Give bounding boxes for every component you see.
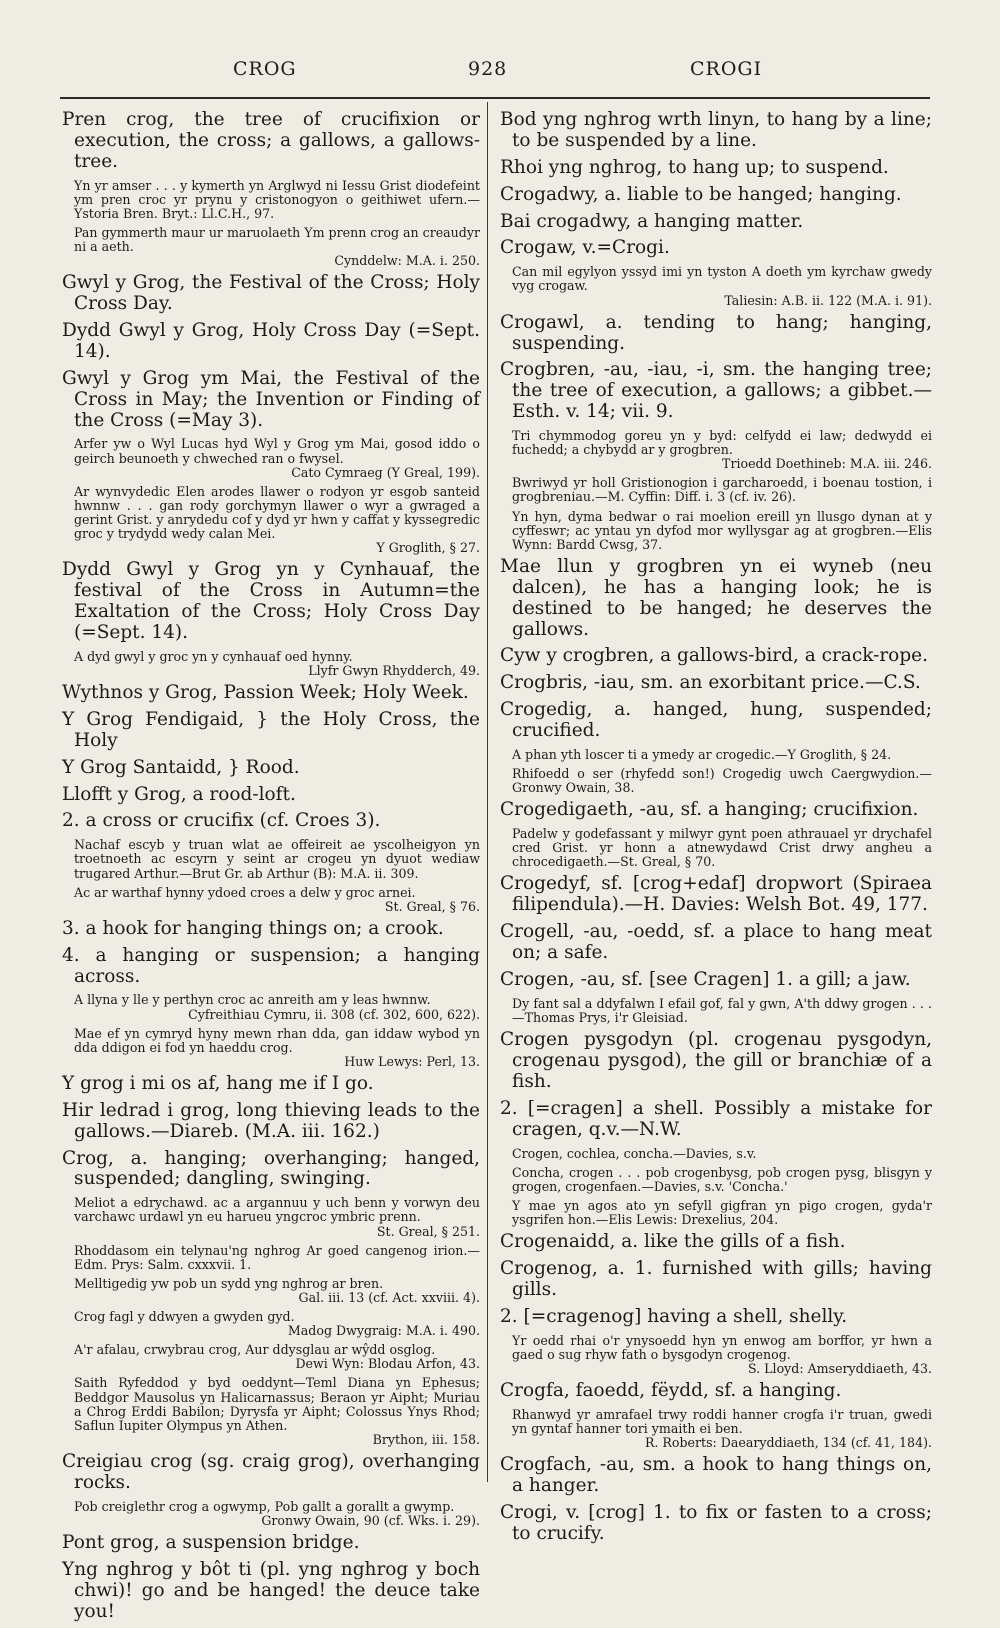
dictionary-entry <box>62 1101 480 1143</box>
citation-source: Brython, iii. 158. <box>372 1431 480 1447</box>
citation-source: Huw Lewys: Perl, 13. <box>344 1053 480 1069</box>
entry-text: Y Grog Santaidd, } Rood. <box>62 756 300 778</box>
entry-text: Crogedyf, sf. [crog+edaf] dropwort (Spiraea filipendula).—H. Davies: Welsh Bot. 49, 177. <box>500 873 932 916</box>
dictionary-entry <box>62 321 480 363</box>
citation-text: Melltigedig yw pob un sydd yng nghrog ar bren. <box>74 1275 384 1291</box>
citation <box>512 748 932 762</box>
citation-source: R. Roberts: Daearyddiaeth, 134 (cf. 41, 184). <box>644 1434 932 1450</box>
citation-source: Taliesin: A.B. ii. 122 (M.A. i. 91). <box>724 292 932 308</box>
entry-text: Crogen pysgodyn (pl. crogenau pysgodyn, crogenau pysgod), the gill or branchiæ of a fish. <box>500 1029 932 1092</box>
citation-text: Yr oedd rhai o'r ynysoedd hyn yn enwog am borffor, yr hwn a gaed o sug rhyw fath o bysgodyn crogenog. <box>512 1332 932 1362</box>
citation-source: St. Greal, § 76. <box>384 898 480 914</box>
dictionary-entry <box>500 646 932 667</box>
citation-source: Cato Cymraeg (Y Greal, 199). <box>291 464 480 480</box>
citation-text: Crogen, cochlea, concha.—Davies, s.v. <box>512 1145 757 1161</box>
dictionary-entry <box>500 360 932 423</box>
citation-text: Ar wynvydedic Elen arodes llawer o rodyon yr esgob santeid hwnnw . . . gan rody gorchymyn llawer o wyr a gwraged a gerint Grist. y anrydedu cof y dyd yr hwn y caffat y kyssegredic groc y trydydd wedy calan Mei. <box>74 483 480 542</box>
entry-text: Dydd Gwyl y Grog yn y Cynhauaf, the festival of the Cross in Autumn=the Exaltation of the Cross; Holy Cross Day (=Sept. 14). <box>62 559 480 643</box>
citation <box>74 1376 480 1446</box>
dictionary-entry <box>62 710 480 752</box>
entry-text: 2. [=cragenog] having a shell, shelly. <box>500 1305 848 1327</box>
dictionary-entry <box>62 946 480 988</box>
header-rule <box>60 97 930 99</box>
citation-text: A llyna y lle y perthyn croc ac anreith am y leas hwnnw. <box>74 992 431 1008</box>
entry-text: Crogaw, v.=Crogi. <box>500 237 670 259</box>
citation-text: A phan yth loscer ti a ymedy ar crogedic.—Y Groglith, § 24. <box>512 746 892 762</box>
entry-text: Pont grog, a suspension bridge. <box>62 1531 360 1553</box>
running-head-left: CROG <box>233 58 297 80</box>
page-number: 928 <box>468 58 508 80</box>
citation <box>512 1166 932 1194</box>
dictionary-entry <box>500 313 932 355</box>
dictionary-entry <box>62 369 480 432</box>
citation-source: Trioedd Doethineb: M.A. iii. 246. <box>722 456 932 472</box>
entry-text: Crog, a. hanging; overhanging; hanged, suspended; dangling, swinging. <box>62 1147 480 1190</box>
citation-text: Pob creiglethr crog a ogwymp, Pob gallt a gorallt a gwymp. <box>74 1498 455 1514</box>
citation <box>512 1334 932 1376</box>
dictionary-entry <box>500 1030 932 1093</box>
entry-text: Crogedigaeth, -au, sf. a hanging; crucifixion. <box>500 799 919 821</box>
citation-source: Madog Dwygraig: M.A. i. 490. <box>287 1323 480 1339</box>
dictionary-entry <box>500 212 932 233</box>
citation-text: Dy fant sal a ddyfalwn I efail gof, fal y gwn, A'th ddwy grogen . . .—Thomas Prys, i'r Gleisiad. <box>512 995 932 1025</box>
citation-text: Nachaf escyb y truan wlat ae offeireit ae yscolheigyon yn troetnoeth ac escyrn y seint ar crogeu yn dyuot wediaw trugared Arthur.—Brut Gr. ab Arthur (B): M.A. ii. 309. <box>74 837 480 881</box>
dictionary-entry <box>500 673 932 694</box>
citation <box>74 179 480 221</box>
citation <box>512 1199 932 1227</box>
dictionary-entry <box>500 922 932 964</box>
dictionary-entry <box>500 1307 932 1328</box>
citation <box>74 838 480 880</box>
dictionary-entry <box>62 1560 480 1623</box>
citation-text: Yn hyn, dyma bedwar o rai moelion ereill yn llusgo dynan at y cyffeswr; ac yntau yn dyfod mor wyllysgar ag at grogbren.—Elis Wynn: Bardd Cwsg, 37. <box>512 508 932 552</box>
entry-text: Llofft y Grog, a rood-loft. <box>62 783 296 805</box>
citation <box>74 437 480 479</box>
dictionary-entry <box>62 273 480 315</box>
dictionary-entry <box>500 800 932 821</box>
citation-source: S. Lloyd: Amseryddiaeth, 43. <box>748 1360 932 1376</box>
citation <box>74 993 480 1021</box>
citation-text: Saith Ryfeddod y byd oeddynt—Teml Diana yn Ephesus; Beddgor Mausolus yn Halicarnassus; Beraon yr Aipht; Muriau a Chrog Erddi Babilon; Dyrysfa yr Aipht; Colossus Ynys Rhod; Saflun Iupiter Olympus yn Athen. <box>74 1375 480 1433</box>
entry-text: Crogen, -au, sf. [see Cragen] 1. a gill; a jaw. <box>500 968 911 990</box>
citation <box>74 650 480 678</box>
citation <box>512 827 932 869</box>
dictionary-entry <box>62 785 480 806</box>
entry-text: Crogadwy, a. liable to be hanged; hanging. <box>500 183 902 205</box>
entry-text: Bai crogadwy, a hanging matter. <box>500 210 804 232</box>
column-divider <box>487 102 488 1482</box>
citation-source: Gal. iii. 13 (cf. Act. xxviii. 4). <box>298 1289 480 1305</box>
dictionary-entry <box>500 1503 932 1545</box>
citation <box>74 886 480 914</box>
dictionary-entry <box>62 1074 480 1095</box>
dictionary-entry <box>500 1232 932 1253</box>
entry-text: Bod yng nghrog wrth linyn, to hang by a line; to be suspended by a line. <box>500 109 932 151</box>
citation <box>512 476 932 504</box>
entry-text: Crogenaidd, a. like the gills of a fish. <box>500 1230 846 1252</box>
dictionary-entry <box>500 1099 932 1141</box>
dictionary-entry <box>62 110 480 173</box>
citation <box>74 1277 480 1305</box>
citation-text: Rhifoedd o ser (rhyfedd son!) Crogedig uwch Caergwydion.—Gronwy Owain, 38. <box>512 766 932 796</box>
citation <box>74 1027 480 1069</box>
citation-text: Can mil egylyon yssyd imi yn tyston A doeth ym kyrchaw gwedy vyg crogaw. <box>512 264 932 294</box>
right-column <box>500 110 932 1551</box>
running-head-right: CROGI <box>690 58 763 80</box>
dictionary-entry <box>62 1452 480 1494</box>
citation-text: Y mae yn agos ato yn sefyll gigfran yn pigo crogen, gyda'r ysgrifen hon.—Elis Lewis: Drexelius, 204. <box>512 1197 932 1227</box>
entry-text: Crogedig, a. hanged, hung, suspended; crucified. <box>500 699 932 742</box>
entry-text: Gwyl y Grog ym Mai, the Festival of the Cross in May; the Invention or Finding of the Cross (=May 3). <box>62 367 480 431</box>
citation <box>512 510 932 552</box>
entry-text: 4. a hanging or suspension; a hanging across. <box>62 944 480 987</box>
dictionary-entry <box>500 185 932 206</box>
entry-text: Cyw y crogbren, a gallows-bird, a crack-rope. <box>500 645 928 667</box>
dictionary-entry <box>500 700 932 742</box>
entry-text: Gwyl y Grog, the Festival of the Cross; Holy Cross Day. <box>62 272 480 315</box>
citation <box>74 1500 480 1528</box>
citation-text: A dyd gwyl y groc yn y cynhauaf oed hynny. <box>74 648 353 664</box>
citation-text: Mae ef yn cymryd hyny mewn rhan dda, gan iddaw wybod yn dda ddigon ei fod yn haeddu crog. <box>74 1025 480 1055</box>
entry-text: Pren crog, the tree of crucifixion or execution, the cross; a gallows, a gallows-tree. <box>62 109 480 172</box>
entry-text: Dydd Gwyl y Grog, Holy Cross Day (=Sept. 14). <box>62 320 480 362</box>
citation <box>74 226 480 268</box>
citation <box>512 265 932 307</box>
citation <box>512 997 932 1025</box>
entry-text: 2. a cross or crucifix (cf. Croes 3). <box>62 810 381 832</box>
citation <box>74 1196 480 1238</box>
citation-text: Yn yr amser . . . y kymerth yn Arglwyd ni Iessu Grist diodefeint ym pren croc yr prynu y cristonogyon o geithiwet ufern.—Ystoria Bren. Bryt.: Ll.C.H., 97. <box>74 177 480 221</box>
dictionary-entry <box>62 683 480 704</box>
entry-text: Yng nghrog y bôt ti (pl. yng nghrog y boch chwi)! go and be hanged! the deuce take you! <box>62 1558 480 1622</box>
citation-text: Meliot a edrychawd. ac a argannuu y uch benn y vorwyn deu varchawc urdawl yn eu harueu yngcroc ymbric prenn. <box>74 1195 480 1225</box>
citation <box>74 485 480 555</box>
entry-text: Crogfach, -au, sm. a hook to hang things on, a hanger. <box>500 1453 932 1496</box>
citation-source: Y Groglith, § 27. <box>376 540 480 556</box>
entry-text: Crogbren, -au, -iau, -i, sm. the hanging tree; the tree of execution, a gallows; a gibbet.—Esth. v. 14; vii. 9. <box>500 359 932 423</box>
citation-source: Dewi Wyn: Blodau Arfon, 43. <box>295 1356 480 1372</box>
page-header <box>0 58 1000 88</box>
citation <box>512 429 932 471</box>
citation-text: Rhoddasom ein telynau'ng nghrog Ar goed cangenog irion.—Edm. Prys: Salm. cxxxvii. 1. <box>74 1242 480 1272</box>
citation-text: Tri chymmodog goreu yn y byd: celfydd ei law; dedwydd ei fuchedd; a chybydd ar y grogbren. <box>512 428 932 458</box>
entry-text: Rhoi yng nghrog, to hang up; to suspend. <box>500 156 889 178</box>
dictionary-entry <box>500 1381 932 1402</box>
dictionary-entry <box>62 560 480 644</box>
entry-text: Hir ledrad i grog, long thieving leads to the gallows.—Diareb. (M.A. iii. 162.) <box>62 1099 480 1142</box>
dictionary-entry <box>500 1259 932 1301</box>
citation-text: Rhanwyd yr amrafael trwy roddi hanner crogfa i'r truan, gwedi yn gyntaf hanner tori ymaith ei ben. <box>512 1406 932 1436</box>
dictionary-entry <box>500 158 932 179</box>
dictionary-entry <box>62 811 480 832</box>
citation-text: Concha, crogen . . . pob crogenbysg, pob crogen pysg, blisgyn y grogen, crogenfaen.—Davies, s.v. 'Concha.' <box>512 1164 932 1194</box>
entry-text: Creigiau crog (sg. craig grog), overhanging rocks. <box>62 1450 480 1493</box>
entry-text: Crogawl, a. tending to hang; hanging, suspending. <box>500 311 932 354</box>
entry-text: Y Grog Fendigaid, } the Holy Cross, the Holy <box>62 708 480 751</box>
dictionary-entry <box>500 874 932 916</box>
citation-source: Gronwy Owain, 90 (cf. Wks. i. 29). <box>261 1512 480 1528</box>
entry-text: 2. [=cragen] a shell. Possibly a mistake for cragen, q.v.—N.W. <box>500 1097 932 1140</box>
citation <box>74 1343 480 1371</box>
citation-source: St. Greal, § 251. <box>376 1223 480 1239</box>
dictionary-entry <box>62 758 480 779</box>
citation-text: Padelw y godefassant y milwyr gynt poen athrauael yr drychafel cred Grist. yr honn a atnewydawd Crist drwy angheu a chrocedigaeth.—St. Greal, § 70. <box>512 826 932 870</box>
entry-text: Y grog i mi os af, hang me if I go. <box>62 1072 374 1094</box>
entry-text: Crogbris, -iau, sm. an exorbitant price.—C.S. <box>500 672 921 694</box>
citation-text: Pan gymmerth maur ur maruolaeth Ym prenn crog an creaudyr ni a aeth. <box>74 224 480 255</box>
dictionary-entry <box>500 238 932 259</box>
dictionary-entry <box>62 919 480 940</box>
citation-text: A'r afalau, crwybrau crog, Aur ddysglau ar wŷdd osglog. <box>74 1342 436 1358</box>
entry-text: Crogell, -au, -oedd, sf. a place to hang meat on; a safe. <box>500 921 932 964</box>
dictionary-entry <box>500 1455 932 1497</box>
dictionary-entry <box>500 110 932 152</box>
entry-text: Crogfa, faoedd, fëydd, sf. a hanging. <box>500 1379 842 1401</box>
dictionary-entry <box>500 970 932 991</box>
citation-text: Bwriwyd yr holl Gristionogion i garcharoedd, i boenau tostion, i grogbreniau.—M. Cyffin: Diff. i. 3 (cf. iv. 26). <box>512 475 932 505</box>
citation-source: Llyfr Gwyn Rhydderch, 49. <box>308 662 480 678</box>
entry-text: Wythnos y Grog, Passion Week; Holy Week. <box>62 681 469 703</box>
citation <box>74 1244 480 1272</box>
dictionary-entry <box>500 557 932 641</box>
entry-text: Mae llun y grogbren yn ei wyneb (neu dalcen), he has a hanging look; he is destined to be hanged; he deserves the gallows. <box>500 555 932 640</box>
citation-text: Crog fagl y ddwyen a gwyden gyd. <box>74 1309 295 1325</box>
citation-text: Ac ar warthaf hynny ydoed croes a delw y groc arnei. <box>74 884 416 900</box>
entry-text: Crogi, v. [crog] 1. to fix or fasten to a cross; to crucify. <box>500 1501 932 1544</box>
dictionary-entry <box>62 1149 480 1191</box>
citation-text: Arfer yw o Wyl Lucas hyd Wyl y Grog ym Mai, gosod iddo o geirch beunoeth y chweched ran o fwysel. <box>74 436 480 466</box>
citation <box>512 1147 932 1161</box>
citation <box>74 1310 480 1338</box>
citation <box>512 767 932 795</box>
entry-text: 3. a hook for hanging things on; a crook. <box>62 917 444 939</box>
citation <box>512 1408 932 1450</box>
entry-text: Crogenog, a. 1. furnished with gills; having gills. <box>500 1257 932 1300</box>
left-column <box>62 110 480 1628</box>
citation-source: Cynddelw: M.A. i. 250. <box>334 253 480 269</box>
citation-source: Cyfreithiau Cymru, ii. 308 (cf. 302, 600, 622). <box>188 1006 480 1022</box>
